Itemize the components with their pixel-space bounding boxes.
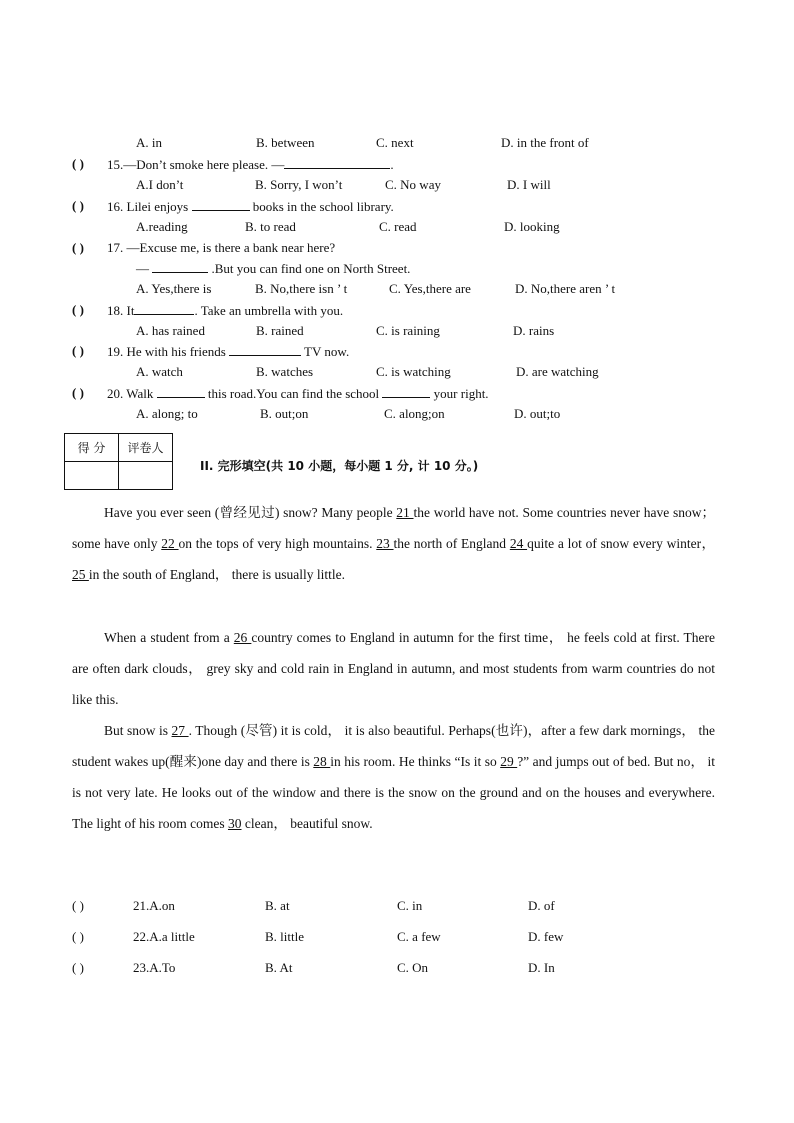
option-b[interactable]: B. rained bbox=[256, 323, 304, 338]
option-c[interactable]: C. Yes,there are bbox=[389, 281, 471, 296]
question-stem: 18. It . Take an umbrella with you. bbox=[107, 303, 344, 318]
option-a[interactable]: 22.A.a little bbox=[133, 929, 195, 944]
option-b[interactable]: B. at bbox=[265, 898, 290, 913]
cloze-blank-26[interactable]: 26 bbox=[233, 630, 252, 645]
passage-paragraph-1: Have you ever seen (曾经见过) snow? Many people 21 the world have not. Some countries never have snow；some have only 22 on the tops of very high mountains. 23 the north of England 24 quite a lot of snow every winter， 25 in the south of England， there is usually little. bbox=[72, 505, 716, 582]
option-a[interactable]: A.I don’t bbox=[136, 177, 184, 192]
option-b[interactable]: B. little bbox=[265, 929, 304, 944]
answer-paren[interactable]: ( ) bbox=[72, 898, 84, 913]
option-d[interactable]: D. rains bbox=[513, 323, 555, 338]
score-cell[interactable] bbox=[65, 462, 119, 490]
cloze-blank-29[interactable]: 29 bbox=[500, 754, 518, 769]
cloze-blank-22[interactable]: 22 bbox=[161, 536, 179, 551]
option-d[interactable]: D. out;to bbox=[514, 406, 561, 421]
option-c[interactable]: C. read bbox=[379, 219, 417, 234]
question-stem: 20. Walk this road.You can find the school your right. bbox=[107, 386, 489, 401]
grader-cell[interactable] bbox=[119, 462, 173, 490]
answer-paren[interactable]: ( ) bbox=[72, 156, 84, 171]
cloze-blank-23[interactable]: 23 bbox=[376, 536, 394, 551]
cloze-blank-24[interactable]: 24 bbox=[509, 536, 528, 551]
answer-blank[interactable] bbox=[229, 343, 301, 356]
answer-blank[interactable] bbox=[152, 260, 208, 273]
grader-header: 评卷人 bbox=[119, 434, 173, 462]
answer-paren[interactable]: ( ) bbox=[72, 960, 84, 975]
option-d[interactable]: D. In bbox=[528, 960, 555, 975]
option-d[interactable]: D. I will bbox=[507, 177, 551, 192]
answer-blank-2[interactable] bbox=[382, 385, 430, 398]
option-d[interactable]: D. of bbox=[528, 898, 555, 913]
answer-blank[interactable] bbox=[134, 302, 194, 315]
q14-option-d[interactable]: D. in the front of bbox=[501, 135, 589, 150]
question-stem-line2: — .But you can find one on North Street. bbox=[136, 261, 411, 276]
cloze-blank-21[interactable]: 21 bbox=[396, 505, 414, 520]
answer-paren[interactable]: ( ) bbox=[72, 929, 84, 944]
option-c[interactable]: C. No way bbox=[385, 177, 441, 192]
option-b[interactable]: B. watches bbox=[256, 364, 314, 379]
q14-option-a[interactable]: A. in bbox=[136, 135, 162, 150]
option-a[interactable]: A.reading bbox=[136, 219, 188, 234]
option-d[interactable]: D. few bbox=[528, 929, 564, 944]
option-c[interactable]: C. is raining bbox=[376, 323, 440, 338]
option-a[interactable]: A. Yes,there is bbox=[136, 281, 212, 296]
option-a[interactable]: 23.A.To bbox=[133, 960, 176, 975]
option-b[interactable]: B. No,there isn ’ t bbox=[255, 281, 348, 296]
option-a[interactable]: A. has rained bbox=[136, 323, 205, 338]
answer-paren[interactable]: ( ) bbox=[72, 198, 84, 213]
option-b[interactable]: B. to read bbox=[245, 219, 296, 234]
option-b[interactable]: B. At bbox=[265, 960, 293, 975]
q14-option-b[interactable]: B. between bbox=[256, 135, 315, 150]
cloze-blank-25[interactable]: 25 bbox=[72, 567, 89, 582]
cloze-blank-27[interactable]: 27 bbox=[171, 723, 189, 738]
question-stem: 17. —Excuse me, is there a bank near here? bbox=[107, 240, 336, 255]
option-b[interactable]: B. Sorry, I won’t bbox=[255, 177, 343, 192]
option-c[interactable]: C. is watching bbox=[376, 364, 451, 379]
answer-blank[interactable] bbox=[192, 198, 250, 211]
option-d[interactable]: D. looking bbox=[504, 219, 560, 234]
answer-paren[interactable]: ( ) bbox=[72, 343, 84, 358]
answer-blank[interactable] bbox=[284, 156, 390, 169]
question-stem: 16. Lilei enjoys books in the school library. bbox=[107, 199, 394, 214]
option-a[interactable]: A. watch bbox=[136, 364, 183, 379]
option-c[interactable]: C. On bbox=[397, 960, 429, 975]
q14-option-c[interactable]: C. next bbox=[376, 135, 414, 150]
option-a[interactable]: A. along; to bbox=[136, 406, 198, 421]
option-d[interactable]: D. No,there aren ’ t bbox=[515, 281, 616, 296]
answer-paren[interactable]: ( ) bbox=[72, 302, 84, 317]
option-c[interactable]: C. in bbox=[397, 898, 423, 913]
paragraph-text: When a student from a 26 country comes to England in autumn for the first time， he feels cold at first. There are often dark clouds， grey sky and cold rain in England in autumn, and most students from warm countries do not like this. bbox=[72, 630, 716, 707]
answer-blank-1[interactable] bbox=[157, 385, 205, 398]
option-c[interactable]: C. along;on bbox=[384, 406, 445, 421]
answer-paren[interactable]: ( ) bbox=[72, 240, 84, 255]
score-header: 得 分 bbox=[65, 434, 119, 462]
question-stem: 19. He with his friends TV now. bbox=[107, 344, 350, 359]
option-a[interactable]: 21.A.on bbox=[133, 898, 175, 913]
answer-paren[interactable]: ( ) bbox=[72, 385, 84, 400]
cloze-blank-28[interactable]: 28 bbox=[313, 754, 331, 769]
question-stem: 15.—Don’t smoke here please. — . bbox=[107, 157, 394, 172]
passage-paragraph-2 bbox=[72, 622, 715, 715]
passage-paragraph-3: But snow is 27 . Though (尽管) it is cold， it is also beautiful. Perhaps(也许)，after a few dark mornings， the student wakes up(醒来)one day and there is 28 in his room. He thinks “Is it so 29 ?” and jumps out of bed. But no， it is not very late. He looks out of the window and there is the snow on the ground and on the houses and everywhere. The light of his room comes 30 clean， beautiful snow. bbox=[72, 723, 716, 831]
option-c[interactable]: C. a few bbox=[397, 929, 441, 944]
option-d[interactable]: D. are watching bbox=[516, 364, 599, 379]
score-table bbox=[64, 433, 173, 490]
section-title: II. 完形填空(共 10 小题，每小题 1 分, 计 10 分。) bbox=[200, 459, 479, 473]
option-b[interactable]: B. out;on bbox=[260, 406, 309, 421]
cloze-blank-30[interactable]: 30 bbox=[227, 816, 242, 831]
